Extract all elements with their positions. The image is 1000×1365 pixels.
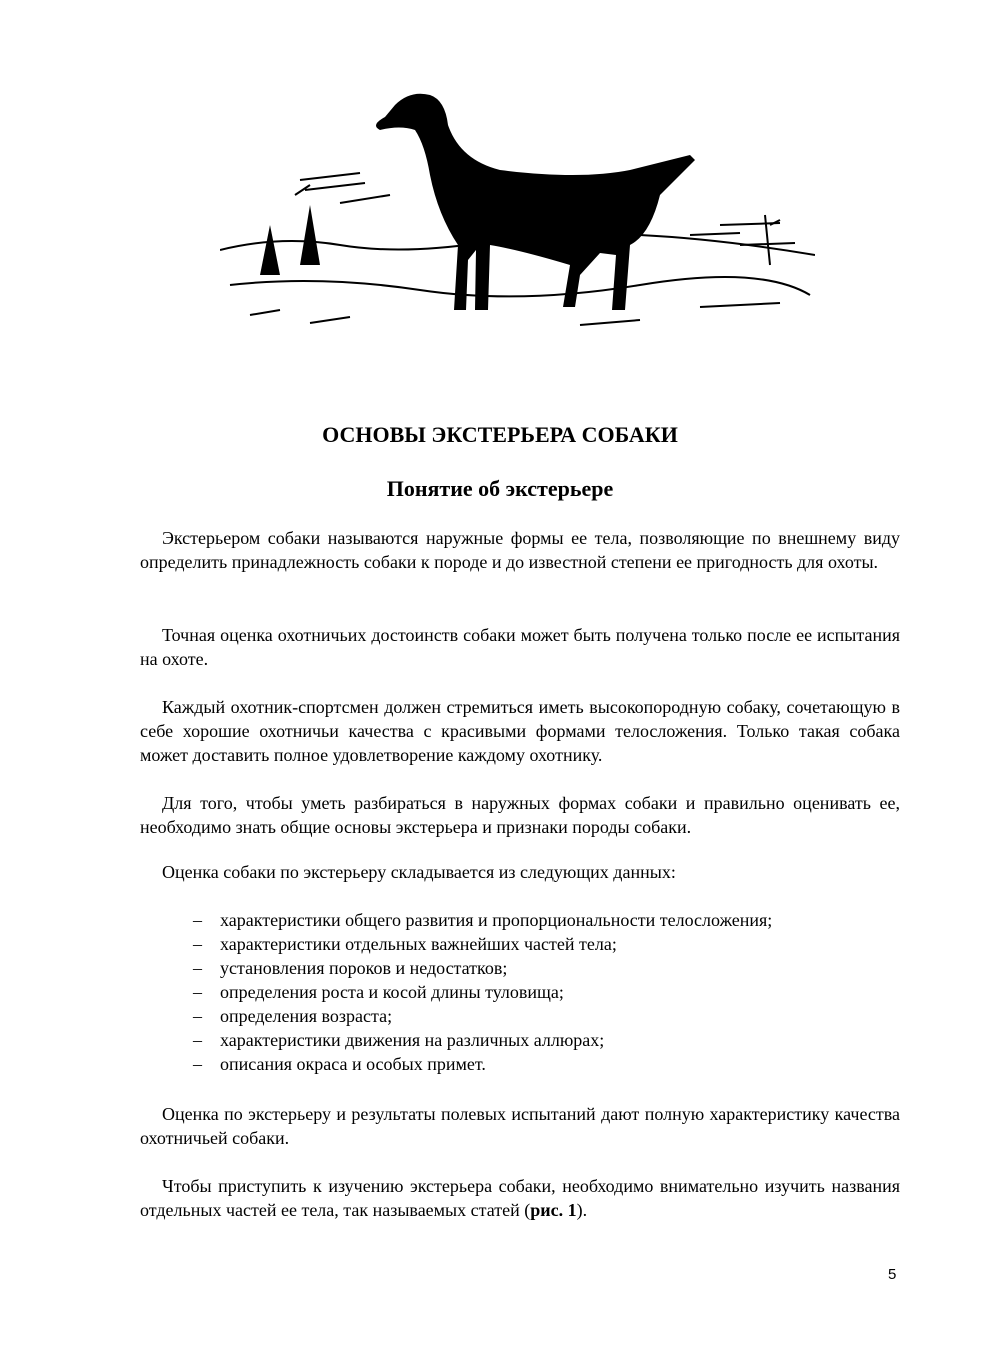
page-title: ОСНОВЫ ЭКСТЕРЬЕРА СОБАКИ <box>322 422 678 447</box>
criteria-list <box>193 908 772 1076</box>
dog-illustration <box>220 85 815 345</box>
paragraph-1: Экстерьером собаки называются наружные формы ее тела, позволяющие по внешнему виду определить принадлежность собаки к породе и до известной степени ее пригодность для охоты. <box>140 528 900 572</box>
list-item: – характеристики общего развития и пропорциональности телосложения; <box>193 910 773 930</box>
section-subtitle: Понятие об экстерьере <box>386 476 614 501</box>
figure-reference: рис. 1 <box>530 1200 577 1220</box>
list-item: – характеристики отдельных важнейших частей тела; <box>193 934 617 954</box>
paragraph-5: Оценка собаки по экстерьеру складывается из следующих данных: <box>162 862 676 882</box>
page-number: 5 <box>888 1266 897 1283</box>
list-item: – установления пороков и недостатков; <box>193 958 508 978</box>
list-item: – характеристики движения на различных аллюрах; <box>193 1030 605 1050</box>
paragraph-6: Оценка по экстерьеру и результаты полевых испытаний дают полную характеристику качества охотничьей собаки. <box>140 1104 900 1148</box>
paragraph-2: Точная оценка охотничьих достоинств собаки может быть получена только после ее испытания на охоте. <box>140 625 900 669</box>
list-item: – определения роста и косой длины туловища; <box>193 982 564 1002</box>
paragraph-4: Для того, чтобы уметь разбираться в наружных формах собаки и правильно оценивать ее, необходимо знать общие основы экстерьера и признаки породы собаки. <box>140 793 900 837</box>
list-item: – описания окраса и особых примет. <box>193 1054 486 1074</box>
paragraph-7: Чтобы приступить к изучению экстерьера собаки, необходимо внимательно изучить названия отдельных частей ее тела, так называемых статей (рис. 1). <box>140 1176 900 1220</box>
paragraph-3: Каждый охотник-спортсмен должен стремиться иметь высокопородную собаку, сочетающую в себе хорошие охотничьи качества с красивыми формами телосложения. Только такая собака может доставить полное удовлетворение каждому охотнику. <box>140 697 900 765</box>
list-item: – определения возраста; <box>193 1006 393 1026</box>
